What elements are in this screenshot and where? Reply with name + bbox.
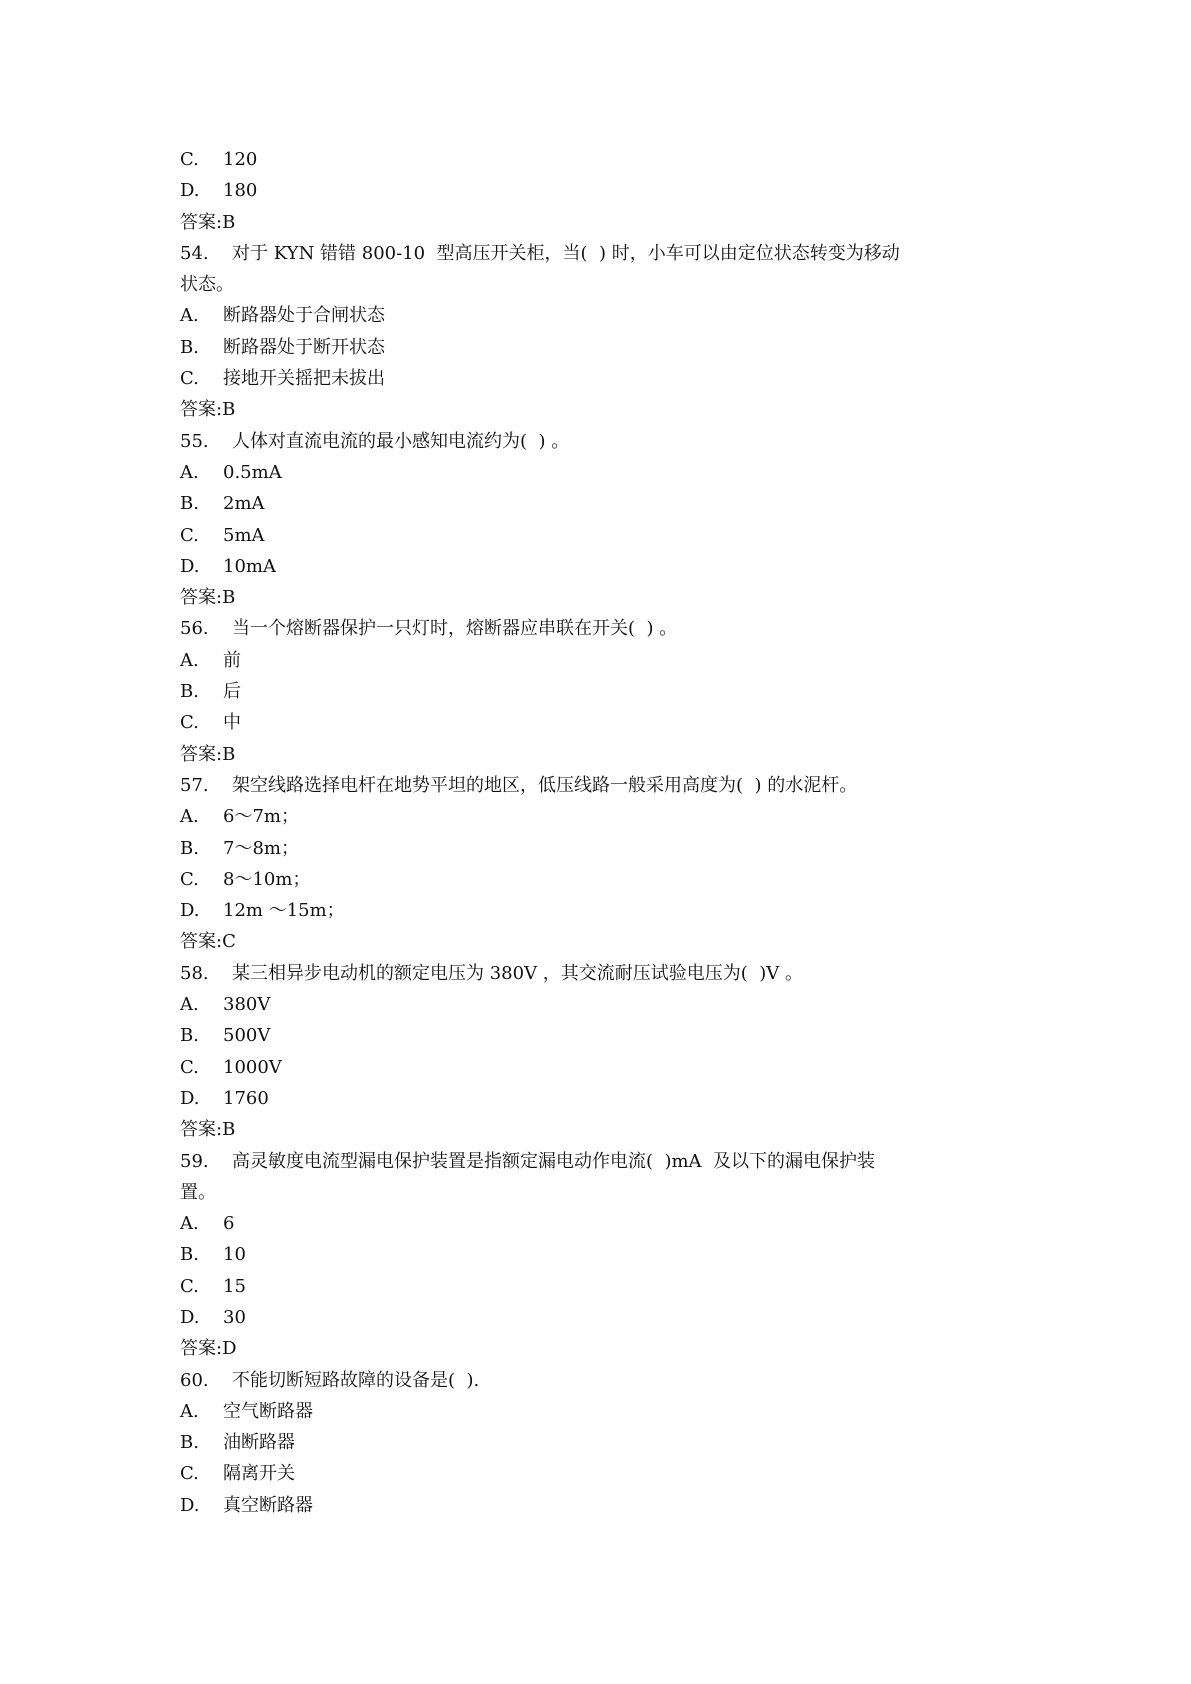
question-text: 人体对直流电流的最小感知电流约为( ) 。	[232, 430, 570, 452]
option-text: 0.5mA	[223, 461, 282, 483]
option-line	[180, 1239, 1020, 1270]
option-line	[180, 1052, 1020, 1083]
answer-line: 答案:C	[180, 931, 236, 953]
option-letter: D.	[180, 900, 200, 922]
option-letter: D.	[180, 1087, 200, 1109]
question-number: 56.	[180, 618, 209, 640]
document-body	[180, 144, 1020, 1521]
option-line	[180, 175, 1020, 206]
option-text: 2mA	[223, 493, 265, 515]
option-letter: B.	[180, 1244, 199, 1266]
question-text: 架空线路选择电杆在地势平坦的地区，低压线路一般采用高度为( ) 的水泥杆。	[232, 774, 858, 796]
option-text: 15	[223, 1275, 246, 1297]
option-text: 隔离开关	[223, 1463, 295, 1485]
option-letter: B.	[180, 1025, 199, 1047]
option-line	[180, 520, 1020, 551]
option-line	[180, 332, 1020, 363]
option-letter: D.	[180, 180, 200, 202]
option-line	[180, 895, 1020, 926]
option-text: 断路器处于断开状态	[223, 336, 385, 358]
option-letter: B.	[180, 1432, 199, 1454]
option-letter: A.	[180, 461, 199, 483]
option-text: 500V	[223, 1025, 271, 1047]
option-line	[180, 457, 1020, 488]
option-text: 180	[223, 180, 258, 202]
option-text: 30	[223, 1306, 246, 1328]
question-text: 当一个熔断器保护一只灯时，熔断器应串联在开关( ) 。	[232, 618, 678, 640]
option-letter: D.	[180, 555, 200, 577]
option-line	[180, 1271, 1020, 1302]
option-text: 5mA	[223, 524, 265, 546]
question-line	[180, 770, 1020, 801]
question-number: 59.	[180, 1150, 209, 1172]
option-text: 接地开关摇把未拔出	[223, 368, 385, 390]
option-text: 6～7m；	[223, 806, 299, 828]
option-letter: C.	[180, 524, 199, 546]
option-letter: B.	[180, 837, 199, 859]
option-letter: A.	[180, 305, 199, 327]
option-letter: A.	[180, 1400, 199, 1422]
option-line	[180, 1083, 1020, 1114]
option-letter: A.	[180, 806, 199, 828]
question-text: 不能切断短路故障的设备是( ).	[232, 1369, 480, 1391]
question-line	[180, 238, 1020, 269]
question-line	[180, 1365, 1020, 1396]
question-number: 58.	[180, 962, 209, 984]
option-letter: C.	[180, 868, 199, 890]
option-letter: C.	[180, 712, 199, 734]
option-text: 中	[223, 712, 241, 734]
option-text: 7～8m；	[223, 837, 299, 859]
option-text: 1760	[223, 1087, 269, 1109]
option-letter: A.	[180, 1213, 199, 1235]
option-line	[180, 1458, 1020, 1489]
answer-line: 答案:B	[180, 743, 236, 765]
option-text: 后	[223, 681, 241, 703]
option-letter: C.	[180, 1463, 199, 1485]
option-line	[180, 864, 1020, 895]
question-text: 高灵敏度电流型漏电保护装置是指额定漏电动作电流( )mA 及以下的漏电保护装	[232, 1150, 875, 1172]
option-line	[180, 363, 1020, 394]
option-letter: C.	[180, 368, 199, 390]
question-number: 55.	[180, 430, 209, 452]
question-line	[180, 426, 1020, 457]
question-line	[180, 1146, 1020, 1177]
question-number: 57.	[180, 774, 209, 796]
option-text: 空气断路器	[223, 1400, 313, 1422]
option-letter: B.	[180, 681, 199, 703]
question-continuation: 置。	[180, 1181, 216, 1203]
option-line	[180, 645, 1020, 676]
answer-line: 答案:B	[180, 1119, 236, 1141]
option-text: 8～10m；	[223, 868, 311, 890]
option-letter: C.	[180, 1056, 199, 1078]
option-line	[180, 1302, 1020, 1333]
option-line	[180, 1020, 1020, 1051]
option-letter: D.	[180, 1494, 200, 1516]
option-line	[180, 488, 1020, 519]
option-letter: C.	[180, 149, 199, 170]
option-text: 6	[223, 1213, 235, 1235]
option-letter: B.	[180, 336, 199, 358]
option-line	[180, 300, 1020, 331]
option-letter: B.	[180, 493, 199, 515]
option-letter: C.	[180, 1275, 199, 1297]
question-number: 60.	[180, 1369, 209, 1391]
option-line	[180, 801, 1020, 832]
option-line	[180, 1208, 1020, 1239]
option-line	[180, 551, 1020, 582]
option-line	[180, 1490, 1020, 1521]
answer-line: 答案:D	[180, 1338, 237, 1360]
option-line	[180, 833, 1020, 864]
option-line	[180, 676, 1020, 707]
option-letter: A.	[180, 649, 199, 671]
option-letter: D.	[180, 1306, 200, 1328]
option-text: 前	[223, 649, 241, 671]
answer-line: 答案:B	[180, 399, 236, 421]
option-text: 10	[223, 1244, 246, 1266]
question-text: 对于 KYN 错错 800-10 型高压开关柜，当( ) 时，小车可以由定位状态转变为移动	[232, 242, 900, 264]
answer-line: 答案:B	[180, 211, 236, 233]
option-line	[180, 989, 1020, 1020]
option-letter: A.	[180, 994, 199, 1016]
answer-line: 答案:B	[180, 587, 236, 609]
option-text: 油断路器	[223, 1432, 295, 1454]
option-text: 10mA	[223, 555, 276, 577]
option-text: 120	[223, 149, 258, 170]
option-text: 真空断路器	[223, 1494, 313, 1516]
option-text: 1000V	[223, 1056, 282, 1078]
option-line	[180, 144, 1020, 175]
option-text: 12m ～15m；	[223, 900, 345, 922]
option-text: 380V	[223, 994, 271, 1016]
option-line	[180, 707, 1020, 738]
option-line	[180, 1427, 1020, 1458]
option-line	[180, 1396, 1020, 1427]
question-line	[180, 958, 1020, 989]
question-text: 某三相异步电动机的额定电压为 380V ，其交流耐压试验电压为( )V 。	[232, 962, 804, 984]
question-number: 54.	[180, 242, 209, 264]
question-continuation: 状态。	[180, 274, 234, 296]
question-line	[180, 613, 1020, 644]
option-text: 断路器处于合闸状态	[223, 305, 385, 327]
